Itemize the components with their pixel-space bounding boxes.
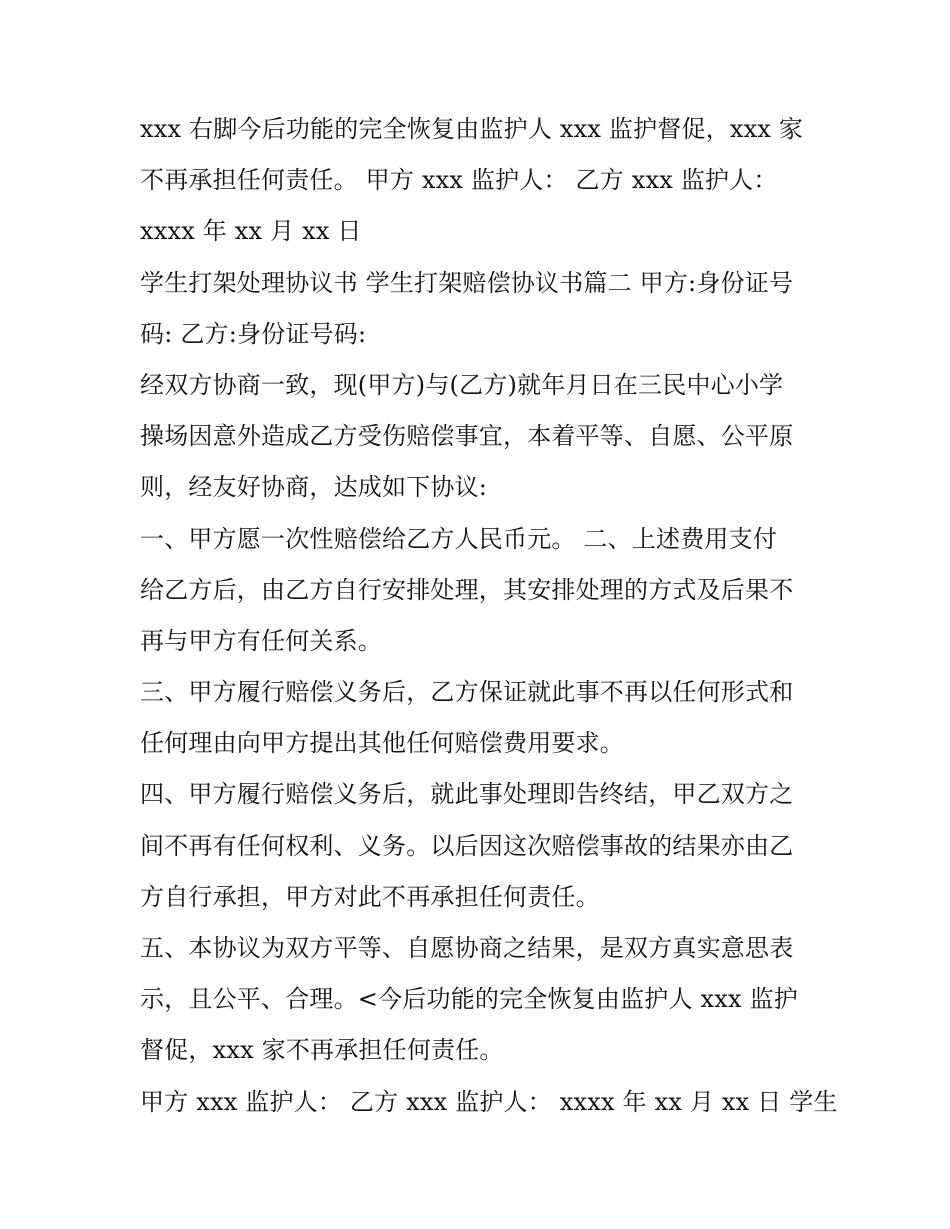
text-line: 督促，xxx 家不再承担任何责任。 [140,1036,504,1065]
text-line: 码: 乙方:身份证号码: [140,319,367,348]
text-line: 给乙方后，由乙方自行安排处理，其安排处理的方式及后果不 [140,575,794,604]
text-line: 不再承担任何责任。 甲方 xxx 监护人： 乙方 xxx 监护人： [140,166,778,195]
text-line: 间不再有任何权利、义务。以后因这次赔偿事故的结果亦由乙 [140,831,794,860]
text-line: 操场因意外造成乙方受伤赔偿事宜，本着平等、自愿、公平原 [140,422,794,451]
text-line: 学生打架处理协议书 学生打架赔偿协议书篇二 甲方:身份证号 [140,268,794,297]
text-line: 则，经友好协商，达成如下协议: [140,473,488,502]
text-line: 任何理由向甲方提出其他任何赔偿费用要求。 [140,729,624,758]
text-line: 经双方协商一致，现(甲方)与(乙方)就年月日在三民中心小学 [140,370,784,399]
document-body [140,104,838,1128]
text-line: xxx 右脚今后功能的完全恢复由监护人 xxx 监护督促，xxx 家 [140,115,804,143]
text-line: 示，且公平、合理。<今后功能的完全恢复由监护人 xxx 监护 [140,985,798,1014]
text-line: 再与甲方有任何关系。 [140,626,382,655]
text-line: 一、甲方愿一次性赔偿给乙方人民币元。 二、上述费用支付 [140,524,778,553]
text-line: 四、甲方履行赔偿义务后，就此事处理即告终结，甲乙双方之 [140,780,794,809]
text-line: 五、本协议为双方平等、自愿协商之结果，是双方真实意思表 [140,934,794,962]
text-line: xxxx 年 xx 月 xx 日 [140,217,362,246]
text-line: 方自行承担，甲方对此不再承担任何责任。 [140,882,600,911]
text-line: 甲方 xxx 监护人： 乙方 xxx 监护人： xxxx 年 xx 月 xx 日 学生 [140,1087,838,1116]
text-line: 三、甲方履行赔偿义务后，乙方保证就此事不再以任何形式和 [140,678,794,707]
